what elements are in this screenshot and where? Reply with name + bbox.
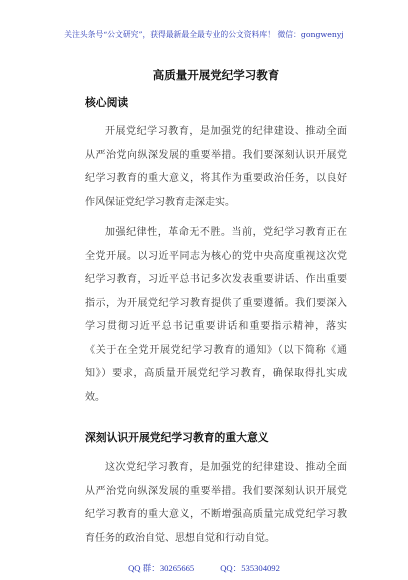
paragraph-3	[85, 456, 347, 550]
paragraph-line: 学习贯彻习近平总书记重要讲话和重要指示精神，落实	[85, 321, 347, 332]
section-heading-significance: 深刻认识开展党纪学习教育的重大意义	[85, 431, 269, 444]
footer-qq: QQ：535304092	[220, 563, 280, 573]
paragraph-line: 育任务的政治自觉、思想自觉和行动自觉。	[85, 532, 275, 544]
paragraph-2	[85, 221, 347, 409]
paragraph-line: 《关于在全党开展党纪学习教育的通知》（以下简称《通	[85, 344, 347, 356]
paragraph-line: 从严治党向纵深发展的重要举措。我们要深刻认识开展党	[85, 149, 347, 161]
page-header: 关注头条号“公文研究”，获得最新最全最专业的公文资料库！ 微信：gongwenyj	[64, 30, 344, 39]
paragraph-line: 开展党纪学习教育，是加强党的纪律建设、推动全面	[105, 126, 347, 137]
paragraph-line: 加强纪律性，革命无不胜。当前，党纪学习教育正在	[105, 227, 347, 238]
paragraph-line: 效。	[85, 391, 105, 403]
paragraph-line: 作风保证党纪学习教育走深走实。	[85, 196, 235, 208]
paragraph-line: 纪学习教育的重大意义，不断增强高质量完成党纪学习教	[85, 509, 347, 520]
paragraph-line: 这次党纪学习教育，是加强党的纪律建设、推动全面	[105, 462, 347, 473]
paragraph-line: 指示，为开展党纪学习教育提供了重要遵循。我们要深入	[85, 297, 347, 309]
paragraph-line: 从严治党向纵深发展的重要举措。我们要深刻认识开展党	[85, 485, 347, 497]
footer-qq-group: QQ 群：30265665	[128, 563, 195, 573]
paragraph-line: 纪学习教育的重大意义，将其作为重要政治任务，以良好	[85, 173, 347, 184]
paragraph-1	[85, 120, 347, 214]
paragraph-line: 全党开展。以习近平同志为核心的党中央高度重视这次党	[85, 250, 347, 262]
paragraph-line: 纪学习教育，习近平总书记多次发表重要讲话、作出重要	[85, 274, 347, 285]
paragraph-line: 知》）要求，高质量开展党纪学习教育，确保取得扎实成	[85, 368, 347, 379]
section-heading-core-reading: 核心阅读	[85, 96, 129, 109]
page-footer	[40, 561, 368, 575]
document-title: 高质量开展党纪学习教育	[152, 68, 280, 82]
